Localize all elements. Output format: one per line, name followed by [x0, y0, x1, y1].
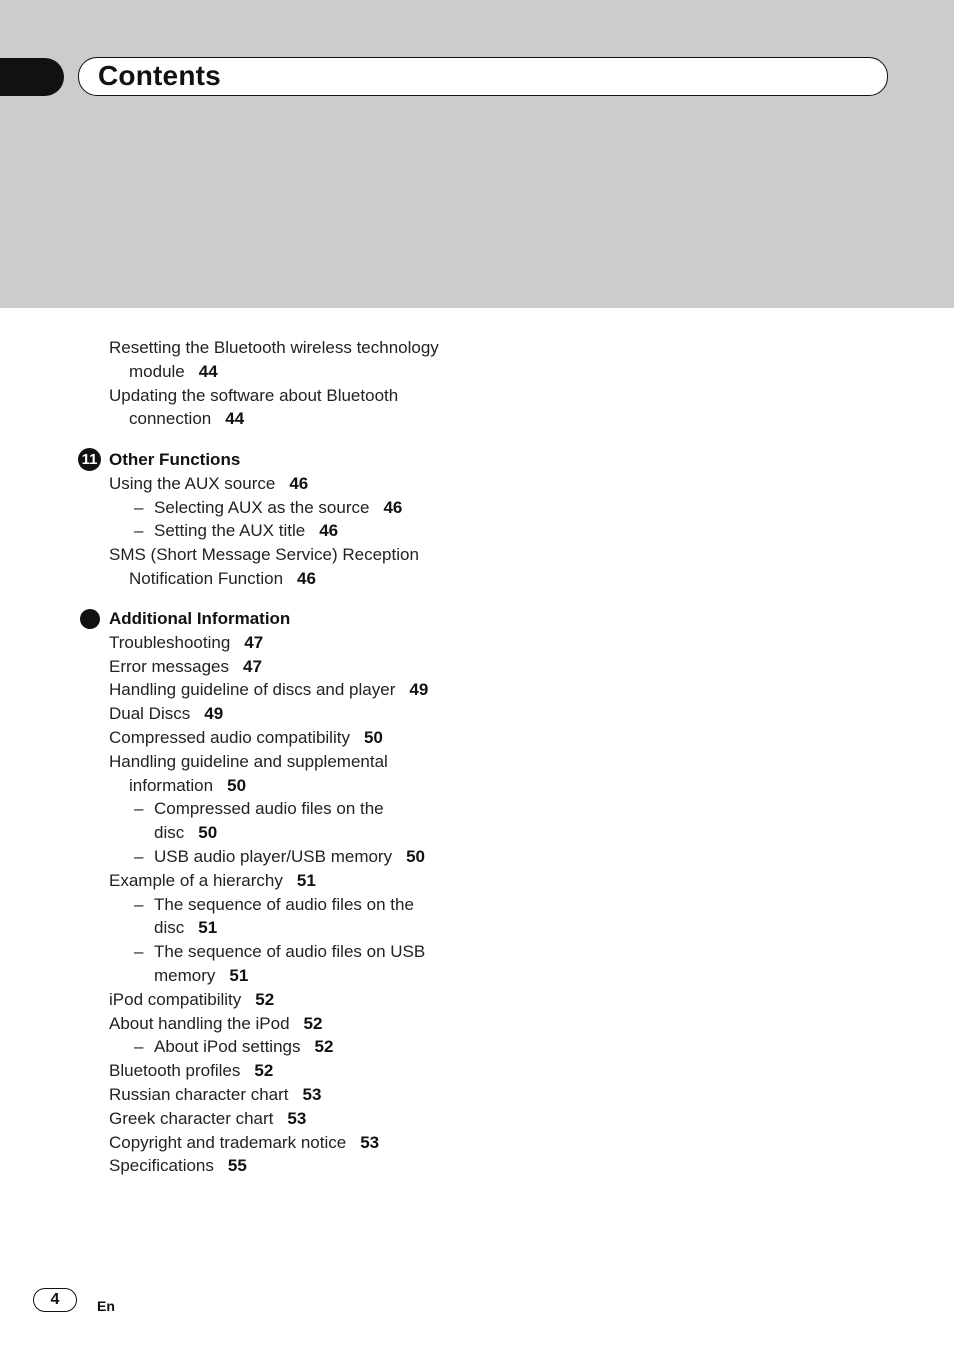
toc-entry[interactable] — [109, 1013, 322, 1035]
toc-entry[interactable] — [129, 568, 316, 590]
toc-entry[interactable] — [154, 965, 248, 987]
toc-entry-label: Russian character chart — [109, 1085, 289, 1104]
toc-entry-page: 51 — [296, 870, 316, 890]
toc-entry-page: 46 — [319, 521, 339, 541]
toc-entry[interactable] — [154, 497, 402, 519]
section-tab-marker — [0, 58, 64, 96]
toc-entry[interactable] — [109, 1060, 273, 1082]
toc-entry-label: Using the AUX source — [109, 473, 276, 493]
toc-dash: – — [134, 847, 144, 866]
toc-entry-label: Updating the software about Bluetooth — [109, 385, 399, 405]
toc-entry-page: 50 — [363, 728, 383, 747]
toc-entry-page: 49 — [409, 680, 429, 700]
toc-entry[interactable] — [109, 679, 428, 701]
toc-entry-page: 50 — [198, 823, 218, 843]
toc-entry-page: 52 — [314, 1037, 334, 1057]
header-band — [0, 0, 954, 308]
toc-entry[interactable] — [109, 703, 223, 725]
toc-entry-label: connection — [129, 409, 212, 429]
toc-entry[interactable] — [109, 1155, 247, 1177]
toc-entry[interactable] — [109, 337, 439, 359]
toc-entry-label: memory — [154, 966, 216, 985]
section-title[interactable]: Additional Information — [109, 609, 291, 628]
toc-entry-label: Specifications — [109, 1156, 214, 1176]
toc-entry-page: 55 — [227, 1156, 247, 1176]
toc-entry-label: disc — [154, 918, 185, 938]
toc-entry[interactable] — [109, 544, 419, 566]
title-bar — [78, 57, 888, 96]
toc-entry-label: Bluetooth profiles — [109, 1061, 241, 1081]
toc-entry[interactable] — [154, 520, 338, 542]
toc-entry[interactable] — [109, 1132, 379, 1154]
toc-entry-label: Compressed audio files on the — [154, 799, 384, 819]
page-number: 4 — [33, 1288, 77, 1312]
toc-entry-label: Dual Discs — [109, 704, 191, 724]
toc-entry[interactable] — [109, 632, 263, 654]
toc-entry[interactable] — [129, 775, 246, 797]
toc-dash: – — [134, 894, 144, 914]
toc-entry[interactable] — [109, 870, 316, 892]
toc-entry-page: 53 — [287, 1108, 307, 1128]
toc-entry-page: 53 — [360, 1132, 380, 1152]
toc-entry[interactable] — [129, 408, 244, 430]
toc-entry-label: SMS (Short Message Service) Reception — [109, 545, 419, 565]
section-number-badge — [80, 609, 100, 629]
toc-entry-page: 47 — [242, 656, 262, 676]
toc-entry[interactable] — [109, 385, 398, 407]
toc-entry[interactable] — [109, 656, 262, 678]
toc-entry-label: Error messages — [109, 656, 229, 676]
toc-entry-label: Setting the AUX title — [154, 521, 306, 541]
section-title[interactable]: Other Functions — [109, 450, 241, 469]
toc-entry-label: iPod compatibility — [109, 989, 242, 1009]
toc-entry-label: Resetting the Bluetooth wireless technology — [109, 338, 439, 357]
toc-entry-page: 52 — [255, 989, 275, 1009]
toc-entry-label: Selecting AUX as the source — [154, 497, 370, 517]
toc-entry-label: The sequence of audio files on USB — [154, 942, 426, 962]
toc-entry-label: module — [129, 361, 185, 381]
toc-entry-page: 46 — [289, 473, 309, 493]
toc-entry[interactable] — [154, 917, 217, 939]
toc-entry-label: disc — [154, 823, 185, 843]
toc-entry[interactable] — [109, 751, 388, 773]
toc-entry-page: 52 — [254, 1061, 274, 1081]
toc-entry-page: 50 — [227, 775, 247, 795]
toc-entry-page: 50 — [406, 847, 426, 866]
toc-entry-page: 53 — [302, 1085, 322, 1104]
toc-entry[interactable] — [109, 1108, 306, 1130]
toc-entry[interactable] — [154, 846, 425, 868]
toc-dash: – — [134, 1037, 144, 1057]
toc-entry-label: Greek character chart — [109, 1108, 274, 1128]
section-number-badge: 11 — [78, 448, 101, 471]
toc-entry-label: Compressed audio compatibility — [109, 728, 350, 747]
toc-entry[interactable] — [154, 941, 425, 963]
language-code: En — [97, 1298, 115, 1314]
toc-entry-page: 51 — [229, 966, 249, 985]
toc-entry-label: About handling the iPod — [109, 1013, 290, 1033]
page-title: Contents — [98, 60, 221, 91]
toc-entry-page: 47 — [244, 632, 264, 652]
toc-entry-page: 51 — [198, 918, 218, 938]
toc-entry-label: Handling guideline of discs and player — [109, 680, 396, 700]
toc-entry-label: Handling guideline and supplemental — [109, 751, 388, 771]
toc-entry[interactable] — [154, 894, 414, 916]
toc-entry-label: About iPod settings — [154, 1037, 301, 1057]
toc-entry[interactable] — [109, 473, 308, 495]
toc-entry[interactable] — [154, 1036, 333, 1058]
toc-dash: – — [134, 799, 144, 819]
toc-dash: – — [134, 942, 144, 962]
toc-entry[interactable] — [129, 361, 218, 383]
toc-entry-label: information — [129, 775, 214, 795]
toc-entry-label: USB audio player/USB memory — [154, 847, 393, 866]
toc-entry[interactable] — [109, 1084, 321, 1106]
toc-dash: – — [134, 497, 144, 517]
toc-entry-page: 44 — [225, 409, 245, 429]
toc-entry-page: 49 — [204, 704, 224, 724]
toc-entry-label: Copyright and trademark notice — [109, 1132, 347, 1152]
toc-entry-page: 46 — [383, 497, 403, 517]
toc-entry[interactable] — [154, 822, 217, 844]
toc-entry-label: The sequence of audio files on the — [154, 894, 414, 914]
toc-entry[interactable] — [154, 798, 384, 820]
toc-entry-page: 46 — [297, 569, 316, 588]
toc-entry-label: Example of a hierarchy — [109, 870, 283, 890]
toc-entry[interactable] — [109, 727, 383, 749]
toc-entry-label: Notification Function — [129, 569, 284, 588]
toc-entry-label: Troubleshooting — [109, 632, 231, 652]
toc-entry-page: 44 — [198, 361, 218, 381]
toc-entry-page: 52 — [303, 1013, 323, 1033]
toc-dash: – — [134, 521, 144, 541]
toc-entry[interactable] — [109, 989, 274, 1011]
